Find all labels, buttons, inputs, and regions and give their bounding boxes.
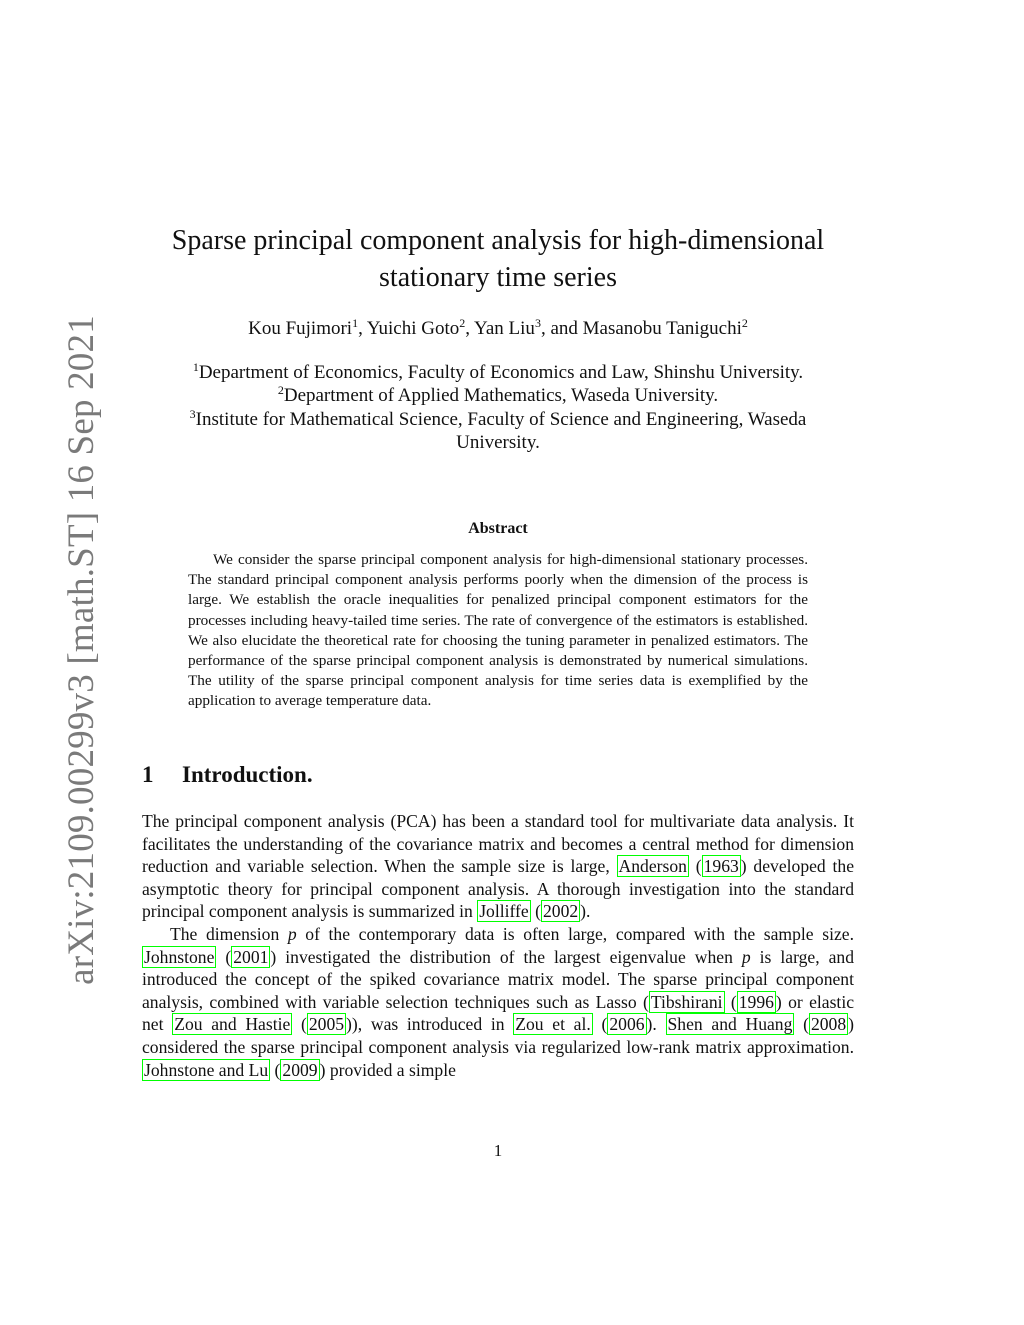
citation-link[interactable]: Jolliffe xyxy=(479,901,529,922)
affiliations xyxy=(140,361,856,454)
author-separator: , and xyxy=(540,318,583,339)
author-affiliation-mark: 2 xyxy=(741,316,748,330)
author-affiliation-mark: 2 xyxy=(459,316,466,330)
abstract-heading: Abstract xyxy=(468,520,528,537)
citation-year-link[interactable]: 2009 xyxy=(282,1059,318,1080)
affiliation-text: Institute for Mathematical Science, Faculty of Science and Engineering, Waseda University. xyxy=(195,408,807,453)
author-name: Kou Fujimori xyxy=(248,318,353,339)
math-variable: p xyxy=(741,946,751,967)
body-text xyxy=(142,810,854,1081)
affiliation xyxy=(140,384,856,407)
author-separator: , xyxy=(358,318,367,339)
affiliation-number: 1 xyxy=(192,360,199,374)
page-number: 1 xyxy=(493,1141,503,1160)
citation-link[interactable]: Zou et al. xyxy=(515,1014,591,1035)
affiliation-text: Department of Economics, Faculty of Economics and Law, Shinshu University. xyxy=(198,362,804,383)
paragraph: The dimension p of the contemporary data is often large, compared with the sample size. Johnstone ( 2001 ) investigated the distribution of the largest eigenvalue when p is large, and introduced the concept of the spiked covariance matrix model. The sparse principal component analysis, combined with variable selection techniques such as Lasso ( Tibshirani ( 1996 ) or elastic net Zou and Hastie ( 2005 )), was introduced in Zou et al. ( 2006 ). Shen and Huang ( 2008 ) considered the sparse principal component analysis via regularized low-rank matrix approximation. Johnstone and Lu ( 2009 ) provided a simple xyxy=(142,923,855,1080)
citation-link[interactable]: Tibshirani xyxy=(650,991,723,1012)
math-variable: p xyxy=(287,923,297,944)
author-list xyxy=(140,317,856,341)
citation-year-link[interactable]: 2002 xyxy=(542,901,579,922)
affiliation-number: 3 xyxy=(189,406,196,421)
arxiv-identifier: arXiv:2109.00299v3 [math.ST] 16 Sep 2021 xyxy=(61,315,102,985)
section-number: 1 xyxy=(142,762,154,787)
title-line-1: Sparse principal component analysis for high-dimensional xyxy=(171,225,825,256)
title-line-2: stationary time series xyxy=(379,262,617,293)
text-run: provided a simple xyxy=(325,1059,456,1080)
author-name: Yan Liu xyxy=(474,318,535,339)
author-name: Yuichi Goto xyxy=(366,318,460,339)
text-run: . xyxy=(586,901,591,922)
paper-title xyxy=(140,222,856,296)
citation-year-link[interactable]: 1963 xyxy=(703,856,739,877)
citation-year-link[interactable]: 2006 xyxy=(609,1014,645,1035)
citation-link[interactable]: Zou and Hastie xyxy=(174,1014,291,1035)
section-title: Introduction. xyxy=(182,762,313,787)
text-run: ), was introduced in xyxy=(351,1014,514,1035)
citation-link[interactable]: Johnstone and Lu xyxy=(144,1059,269,1080)
citation-year-link[interactable]: 2001 xyxy=(233,946,269,967)
affiliation-text: Department of Applied Mathematics, Waseda University. xyxy=(283,385,719,407)
text-run: The principal component analysis (PCA) has been a standard tool for multivariate data analysis. It facilitates the understanding of the covariance matrix and becomes a central method for dimension reduction and variable selection. When the sample size is large, xyxy=(142,811,854,877)
affiliation xyxy=(140,361,856,384)
text-run: . xyxy=(652,1014,666,1035)
author-separator: , xyxy=(465,318,475,339)
citation-year-link[interactable]: 2005 xyxy=(308,1014,345,1035)
text-run: of the contemporary data is often large, compared with the sample size. xyxy=(296,923,854,944)
author-affiliation-mark: 1 xyxy=(352,316,359,330)
paragraph: The principal component analysis (PCA) has been a standard tool for multivariate data analysis. It facilitates the understanding of the covariance matrix and becomes a central method for dimension reduction and variable selection. When the sample size is large, Anderson ( 1963 ) developed the asymptotic theory for principal component analysis. A thorough investigation into the standard principal component analysis is summarized in Jolliffe ( 2002 ). xyxy=(142,811,855,922)
text-run: or elastic net xyxy=(142,991,855,1035)
affiliation xyxy=(140,408,856,455)
citation-year-link[interactable]: 2008 xyxy=(810,1014,847,1035)
citation-year-link[interactable]: 1996 xyxy=(738,991,774,1012)
author-name: Masanobu Taniguchi xyxy=(582,318,742,339)
affiliation-number: 2 xyxy=(277,383,284,398)
author-affiliation-mark: 3 xyxy=(534,316,541,330)
citation-link[interactable]: Anderson xyxy=(618,856,687,877)
text-run: considered the sparse principal component analysis via regularized low-rank matrix approximation. xyxy=(142,1036,854,1057)
text-run: investigated the distribution of the largest eigenvalue when xyxy=(276,946,742,967)
citation-link[interactable]: Johnstone xyxy=(144,946,215,967)
abstract-body: We consider the sparse principal component analysis for high-dimensional stationary processes. The standard principal component analysis performs poorly when the dimension of the process is large. We establish the oracle inequalities for penalized principal component estimators for the processes including heavy-tailed time series. The rate of convergence of the estimators is established. We also elucidate the theoretical rate for choosing the tuning parameter in penalized estimators. The performance of the sparse principal component analysis is demonstrated by numerical simulations. The utility of the sparse principal component analysis for time series data is exemplified by the application to average temperature data. xyxy=(188,551,808,710)
arxiv-stamp xyxy=(0,0,102,1325)
citation-link[interactable]: Shen and Huang xyxy=(667,1014,793,1035)
section-heading xyxy=(142,762,313,788)
text-run: is large, and introduced the concept of the spiked covariance matrix model. The sparse principal component analysis, combined with variable selection techniques such as Lasso ( xyxy=(142,946,855,1012)
text-run: developed the asymptotic theory for principal component analysis. A thorough investigation into the standard principal component analysis is summarized in xyxy=(142,856,855,922)
text-run: The dimension xyxy=(170,923,288,944)
